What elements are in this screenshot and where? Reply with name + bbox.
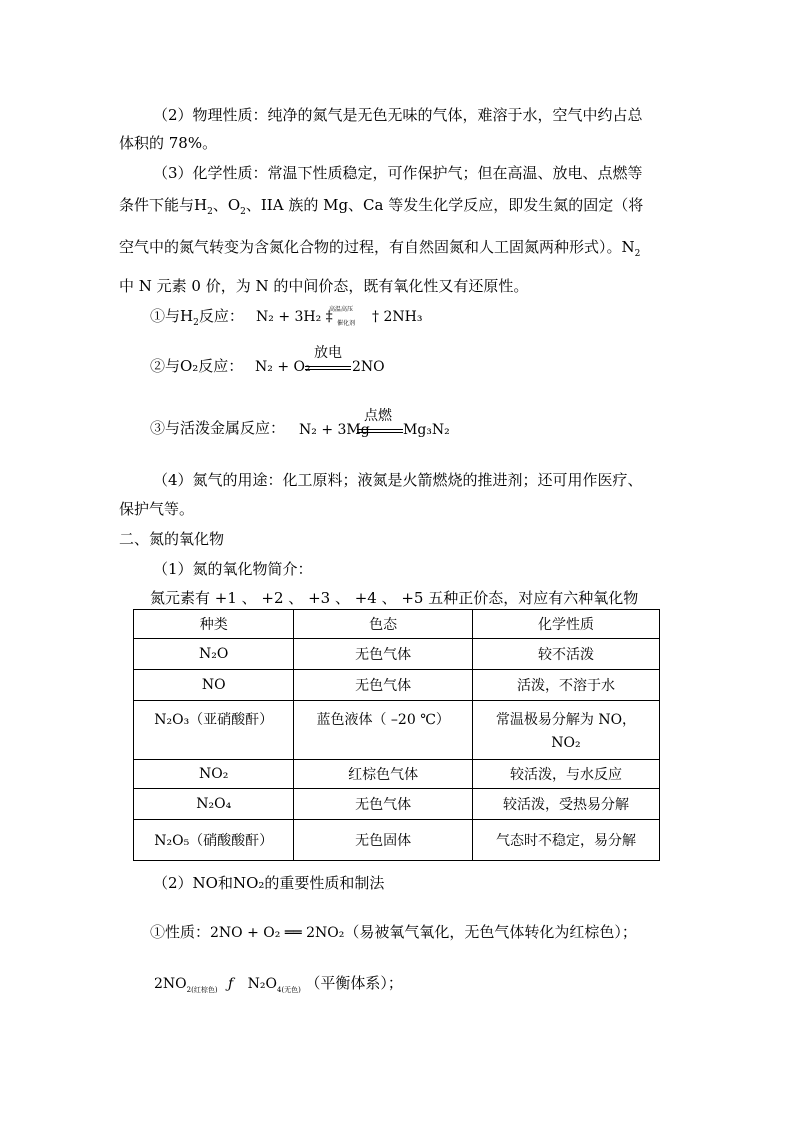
oxides-table [133,609,660,861]
table-row [134,670,660,701]
table-cell: 较不活泼 [472,639,659,670]
reaction-o2-equals-bottom [305,369,351,370]
table-cell: N₂O [134,639,294,670]
physical-properties-line1: （2）物理性质：纯净的氮气是无色无味的气体，难溶于水，空气中约占总 [153,106,643,124]
table-cell: 无色气体 [294,639,473,670]
reaction-h2-right: † 2NH₃ [372,309,423,325]
reaction-metal-condition: 点燃 [364,408,392,424]
table-cell: 红棕色气体 [294,760,473,789]
reaction-metal-equals-top [357,429,403,430]
table-row [134,789,660,820]
table-row [134,701,660,760]
table-cell: 蓝色液体（ –20 ℃） [294,701,473,760]
chemical-properties-line1: （3）化学性质：常温下性质稳定，可作保护气；但在高温、放电、点燃等 [153,164,643,182]
section-heading: 二、氮的氧化物 [119,530,225,548]
reaction-metal-left: N₂ + 3Mg [299,422,370,438]
physical-properties-line2: 体积的 78%。 [119,134,218,152]
table-row [134,760,660,789]
property-line2: $2NO_{2(红棕色)}$ ƒ $N_2O_{4(无色)}$ （平衡体系）； [154,974,403,994]
reaction-metal-label: ③与活泼金属反应： [150,419,286,437]
table-cell: NO [134,670,294,701]
reaction-o2-right: 2NO [352,359,385,375]
uses-line2: 保护气等。 [119,500,195,518]
table-cell: 活泼，不溶于水 [472,670,659,701]
reaction-h2-left: N₂ + 3H₂ ‡ [256,309,333,325]
chemical-properties-line3: 空气中的氮气转变为含氮化合物的过程，有自然固氮和人工固氮两种形式）。$N_2$ [119,238,641,259]
chemical-properties-line4: 中 N 元素 0 价，为 N 的中间价态，既有氧化性又有还原性。 [119,277,529,295]
table-cell: N₂O₄ [134,789,294,820]
reaction-h2-cond-bottom: 催化剂 [337,320,356,327]
reaction-h2-label: ①与$H_2$反应： [150,307,244,328]
reaction-o2-label: ②与O₂反应： [150,357,244,375]
table-cell: 无色气体 [294,789,473,820]
table-cell-line: NO₂ [551,735,581,751]
reaction-metal-equals-bottom [357,432,403,433]
reaction-o2-condition: 放电 [314,345,342,361]
table-row [134,639,660,670]
oxides-intro-text: 氮元素有 +1 、 +2 、 +3 、 +4 、 +5 五种正价态，对应有六种氧化物 [150,589,639,607]
reaction-o2-left: N₂ + O₂ [255,359,311,375]
chemical-properties-line2: 条件下能与$H_2$、$O_2$、IIA 族的 Mg、Ca 等发生化学反应，即发生氮的固定（将 [119,196,644,217]
table-header-row [134,610,660,639]
table-header: 种类 [134,610,294,639]
table-cell: 气态时不稳定，易分解 [472,820,659,861]
oxides-intro-heading: （1）氮的氧化物简介： [153,560,313,578]
table-cell: 较活泼，与水反应 [472,760,659,789]
table-cell: NO₂ [134,760,294,789]
no-no2-heading: （2）NO和NO₂的重要性质和制法 [153,874,385,892]
table-row [134,820,660,861]
table-cell: 较活泼，受热易分解 [472,789,659,820]
property-line1: ①性质：2NO + O₂ ══ 2NO₂（易被氧气氧化，无色气体转化为红棕色）； [150,923,637,941]
reaction-o2-equals-top [305,366,351,367]
reaction-h2-cond-top: 高温高压 [329,306,354,313]
table-cell: N₂O₃（亚硝酸酐） [134,701,294,760]
table-header: 化学性质 [472,610,659,639]
uses-line1: （4）氮气的用途：化工原料；液氮是火箭燃烧的推进剂；还可用作医疗、 [153,471,643,489]
table-header: 色态 [294,610,473,639]
table-cell: 无色气体 [294,670,473,701]
table-cell [472,701,659,760]
table-cell-line: 常温极易分解为 NO， [495,712,637,728]
table-cell: N₂O₅（硝酸酸酐） [134,820,294,861]
table-cell: 无色固体 [294,820,473,861]
reaction-metal-right: Mg₃N₂ [403,422,450,438]
